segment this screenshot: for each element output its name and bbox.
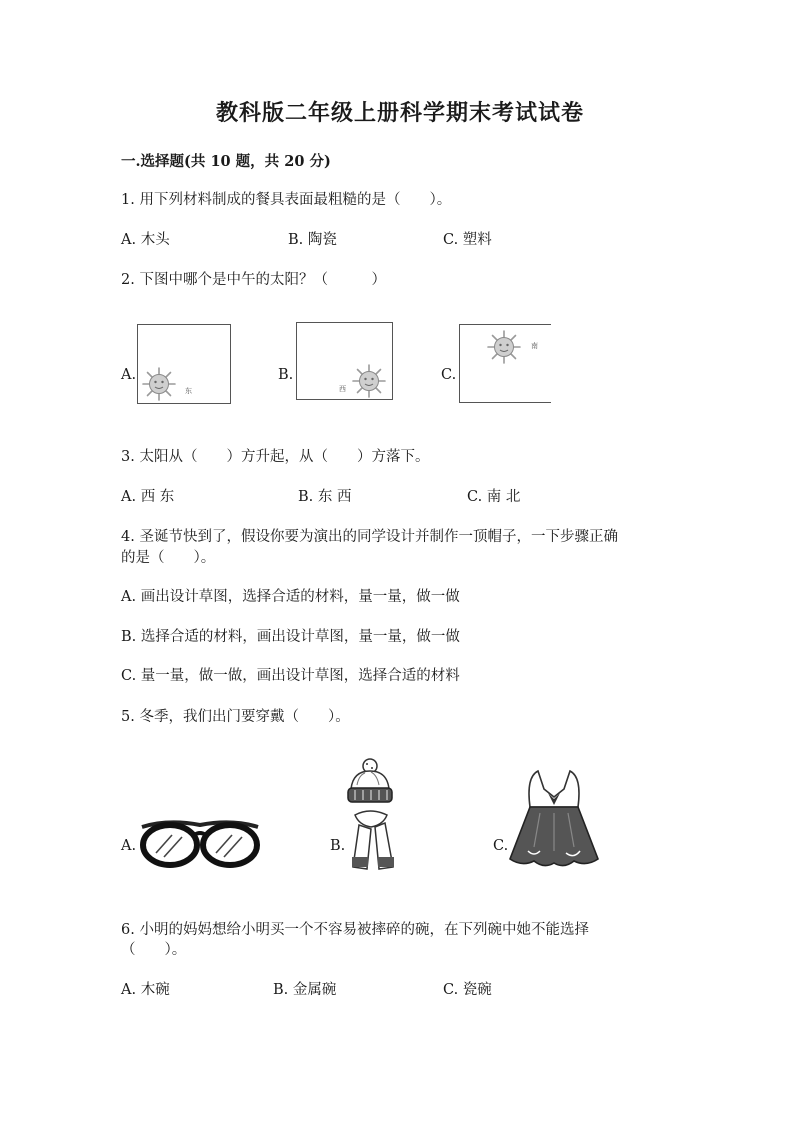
question-3-option-b[interactable]: B. 东 西 <box>298 489 352 505</box>
sun-picture-c <box>459 324 551 403</box>
question-4-option-c[interactable]: C. 量一量，做一做，画出设计草图，选择合适的材料 <box>121 668 460 684</box>
question-4-stem-line-2: 的是（ ）。 <box>121 550 216 566</box>
page-title: 教科版二年级上册科学期末考试试卷 <box>215 100 584 126</box>
sun-icon <box>349 361 389 401</box>
sun-icon <box>139 365 179 405</box>
question-6-option-a[interactable]: A. 木碗 <box>121 982 170 998</box>
question-6-stem-line-2: （ ）。 <box>121 942 187 958</box>
question-4-stem-line-1: 4. 圣诞节快到了，假设你要为演出的同学设计并制作一顶帽子，一下步骤正确 <box>121 529 618 545</box>
question-1-option-b[interactable]: B. 陶瓷 <box>288 232 337 248</box>
question-2-stem: 2. 下图中哪个是中午的太阳？（ ） <box>121 272 386 288</box>
question-1-option-c[interactable]: C. 塑料 <box>443 232 492 248</box>
question-2-option-a[interactable]: A. <box>121 367 137 383</box>
question-3-stem: 3. 太阳从（ ）方升起，从（ ）方落下。 <box>121 449 430 465</box>
dress-icon <box>508 767 600 873</box>
question-4-option-b[interactable]: B. 选择合适的材料，画出设计草图，量一量，做一做 <box>121 629 460 645</box>
question-6-stem-line-1: 6. 小明的妈妈想给小明买一个不容易被摔碎的碗，在下列碗中她不能选择 <box>121 922 589 938</box>
question-4-option-a[interactable]: A. 画出设计草图，选择合适的材料，量一量，做一做 <box>121 589 460 605</box>
question-2-option-c[interactable]: C. <box>441 367 457 383</box>
question-5-option-c[interactable]: C. <box>493 838 509 854</box>
sun-icon <box>484 327 524 367</box>
question-6-option-c[interactable]: C. 瓷碗 <box>443 982 492 998</box>
direction-label-south: 南 <box>531 342 538 350</box>
direction-label-east: 东 <box>185 387 192 395</box>
direction-label-west: 西 <box>339 385 346 393</box>
question-5-option-b[interactable]: B. <box>330 838 346 854</box>
hat-and-scarf-icon <box>345 757 401 875</box>
sun-picture-b <box>296 322 393 400</box>
question-3-option-c[interactable]: C. 南 北 <box>467 489 521 505</box>
question-1-option-a[interactable]: A. 木头 <box>121 232 170 248</box>
question-1-stem: 1. 用下列材料制成的餐具表面最粗糙的是（ ）。 <box>121 192 452 208</box>
sunglasses-icon <box>138 815 262 873</box>
sun-picture-a <box>137 324 231 404</box>
question-6-option-b[interactable]: B. 金属碗 <box>273 982 337 998</box>
section-heading: 一.选择题(共 10 题，共 20 分) <box>121 153 331 170</box>
question-5-stem: 5. 冬季，我们出门要穿戴（ ）。 <box>121 709 350 725</box>
question-2-option-b[interactable]: B. <box>278 367 294 383</box>
question-3-option-a[interactable]: A. 西 东 <box>121 489 175 505</box>
question-5-option-a[interactable]: A. <box>121 838 137 854</box>
